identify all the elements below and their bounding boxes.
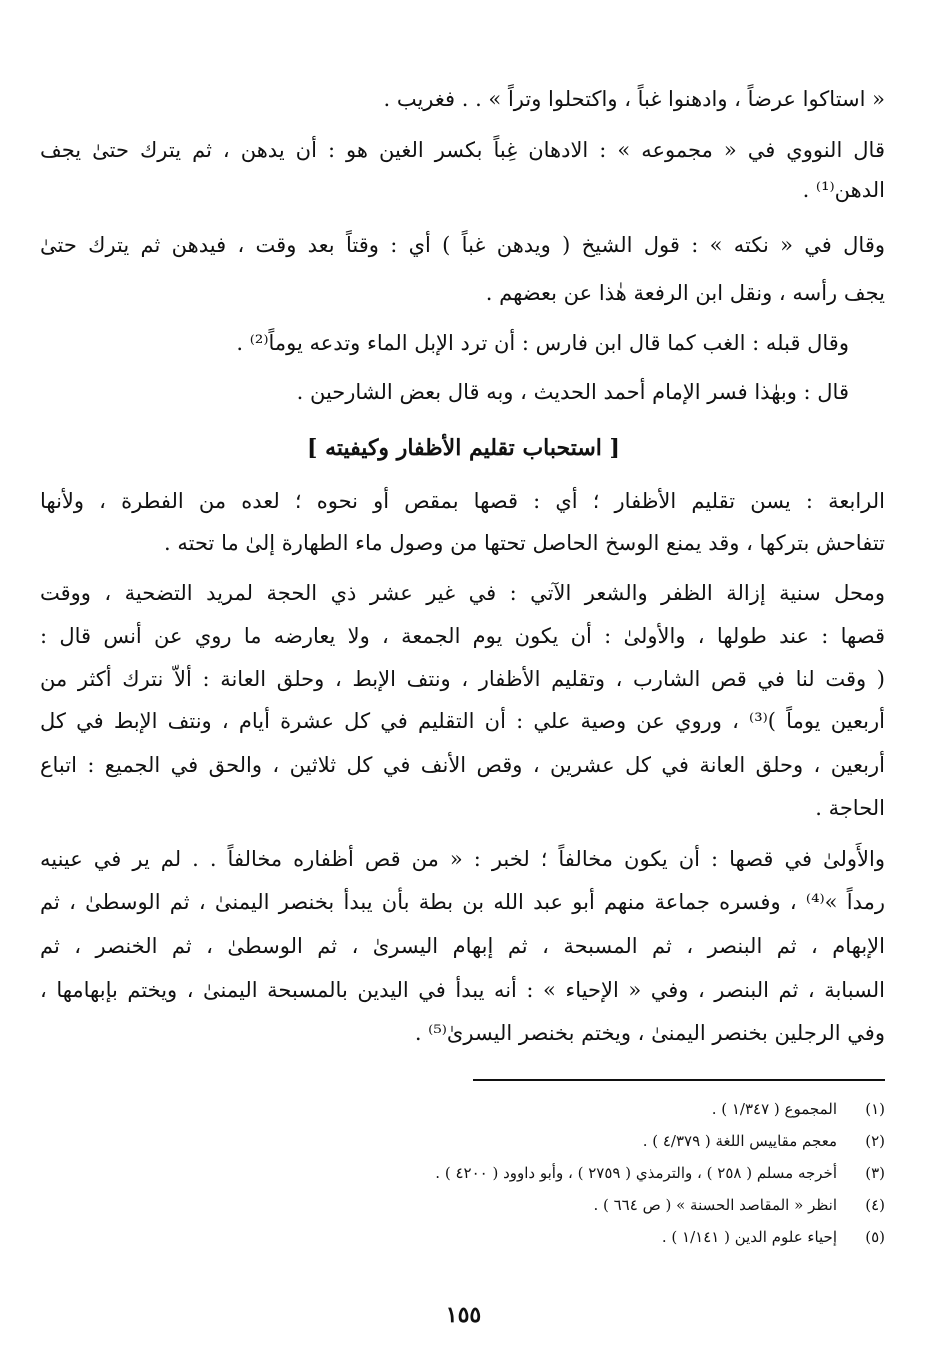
page-number: ١٥٥ bbox=[445, 1302, 482, 1328]
footnote-text: أخرجه مسلم ( ٢٥٨ ) ، والترمذي ( ٢٧٥٩ ) ، وأبو داوود ( ٤٢٠٠ ) . bbox=[435, 1164, 837, 1182]
text-line: قصها : عند طولها ، والأولىٰ : أن يكون يوم الجمعة ، ولا يعارضه ما روي عن أنس قال : bbox=[40, 624, 885, 648]
text-line: وفي الرجلين بخنصر اليمنىٰ ، ويختم بخنصر اليسرىٰ⁽⁵⁾ . bbox=[414, 1021, 885, 1045]
text-line: الدهن⁽¹⁾ . bbox=[802, 178, 885, 202]
footnote-divider bbox=[473, 1079, 885, 1081]
text-line: قال : وبهٰذا فسر الإمام أحمد الحديث ، وبه قال بعض الشارحين . bbox=[296, 380, 849, 404]
text-line: قال النووي في « مجموعه » : الادهان غِباً بكسر الغين هو : أن يدهن ، ثم يترك حتىٰ يجف bbox=[40, 138, 885, 162]
text-line: أربعين ، وحلق العانة في كل عشرين ، وقص الأنف في كل ثلاثين ، والحق في الجميع : اتباع bbox=[40, 753, 885, 777]
footnote-number: (٣) bbox=[865, 1164, 885, 1182]
section-heading: [ استحباب تقليم الأظفار وكيفيته ] bbox=[307, 435, 620, 461]
footnote-text: إحياء علوم الدين ( ١/١٤١ ) . bbox=[661, 1228, 837, 1246]
text-line: الإبهام ، ثم البنصر ، ثم المسبحة ، ثم إبهام اليسرىٰ ، ثم الوسطىٰ ، ثم الخنصر ، ثم bbox=[40, 934, 885, 958]
text-line: السبابة ، ثم البنصر ، وفي « الإحياء » : أنه يبدأ في اليدين بالمسبحة اليمنىٰ ، ويختم بإبهامها ، bbox=[40, 978, 885, 1002]
text-line: والأَولىٰ في قصها : أن يكون مخالفاً ؛ لخبر : « من قص أظفاره مخالفاً . . لم ير في عينيه bbox=[40, 847, 885, 871]
text-line: ( وقت لنا في قص الشارب ، وتقليم الأظفار ، ونتف الإبط ، وحلق العانة : ألاّ نترك أكثر من bbox=[40, 667, 885, 691]
footnote-number: (٢) bbox=[865, 1132, 885, 1150]
footnote-number: (٤) bbox=[865, 1196, 885, 1214]
footnote-text: انظر « المقاصد الحسنة » ( ص ٦٦٤ ) . bbox=[593, 1196, 837, 1214]
footnote-number: (١) bbox=[865, 1100, 885, 1118]
text-line: أربعين يوماً )⁽³⁾ ، وروي عن وصية علي : أن التقليم في كل عشرة أيام ، ونتف الإبط في كل bbox=[40, 709, 885, 733]
text-line: وقال قبله : الغب كما قال ابن فارس : أن ترد الإبل الماء وتدعه يوماً⁽²⁾ . bbox=[236, 331, 849, 355]
footnote-text: معجم مقاييس اللغة ( ٤/٣٧٩ ) . bbox=[642, 1132, 837, 1150]
footnote-text: المجموع ( ١/٣٤٧ ) . bbox=[711, 1100, 837, 1118]
text-line: ومحل سنية إزالة الظفر والشعر الآتي : في غير عشر ذي الحجة لمريد التضحية ، ووقت bbox=[40, 581, 885, 605]
text-line: الرابعة : يسن تقليم الأظفار ؛ أي : قصها بمقص أو نحوه ؛ لعده من الفطرة ، ولأنها bbox=[40, 489, 885, 513]
text-line: يجف رأسه ، ونقل ابن الرفعة هٰذا عن بعضهم . bbox=[485, 281, 885, 305]
text-line: الحاجة . bbox=[815, 796, 885, 820]
text-line: تتفاحش بتركها ، وقد يمنع الوسخ الحاصل تحتها من وصول ماء الطهارة إلىٰ ما تحته . bbox=[164, 531, 885, 555]
text-line: رمداً »⁽⁴⁾ ، وفسره جماعة منهم أبو عبد الله بن بطة بأن يبدأ بخنصر اليمنىٰ ، ثم الوسطىٰ ، ثم bbox=[40, 890, 885, 914]
text-line: وقال في « نكته » : قول الشيخ ( ويدهن غباً ) أي : وقتاً بعد وقت ، فيدهن ثم يترك حتىٰ bbox=[40, 233, 885, 257]
footnote-number: (٥) bbox=[865, 1228, 885, 1246]
text-line: « استاكوا عرضاً ، وادهنوا غباً ، واكتحلوا وتراً » . . فغريب . bbox=[383, 87, 885, 111]
